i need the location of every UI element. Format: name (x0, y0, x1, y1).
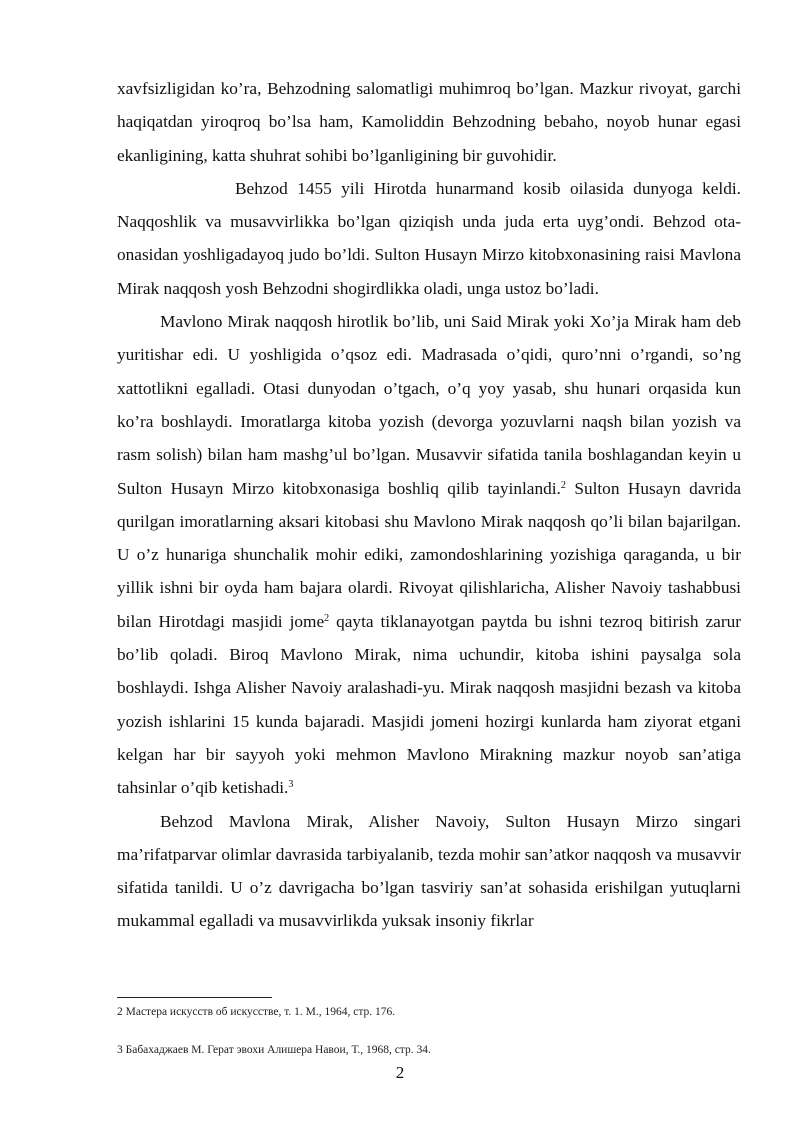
paragraph-1: xavfsizligidan ko’ra, Behzodning salomatligi muhimroq bo’lgan. Mazkur rivoyat, garchi haqiqatdan yiroqroq bo’lsa ham, Kamoliddin Behzodning bebaho, noyob hunar egasi ekanligining, katta shuhrat sohibi bo’lganligining bir guvohidir. (117, 79, 741, 165)
paragraph-4: Behzod Mavlona Mirak, Alisher Navoiy, Sulton Husayn Mirzo singari ma’rifatparvar olimlar davrasida tarbiyalanib, tezda mohir san’atkor naqqosh va musavvir sifatida tanildi. U o’z davrigacha bo’lgan tasviriy san’at sohasida erishilgan yutuqlarni mukammal egalladi va musavvirlikda yuksak insoniy fikrlar (117, 811, 741, 931)
page-number: 2 (395, 1063, 405, 1082)
footnote-3: 3 Бабахаджаев М. Герат эвохи Алишера Навои, Т., 1968, стр. 34. (117, 1044, 431, 1056)
paragraph-3-part-a: Mavlono Mirak naqqosh hirotlik bo’lib, uni Said Mirak yoki Xo’ja Mirak ham deb yuritishar edi. U yoshligida o’qsoz edi. Madrasada o’qidi, quro’nni o’rgandi, so’ng xattotlikni egalladi. Otasi dunyodan o’tgach, o’q yoy yasab, shu hunari orqasida kun ko’ra boshlaydi. Imoratlarga kitoba yozish (devorga yozuvlarni naqsh bilan yozish va rasm solish) bilan ham mashg’ul bo’lgan. Musavvir sifatida tanila boshlagandan keyin u Sulton Husayn Mirzo kitobxonasiga boshliq qilib tayinlandi. (117, 312, 741, 498)
footnote-separator (117, 997, 272, 998)
paragraph-3-part-b: Sulton Husayn davrida qurilgan imoratlarning aksari kitobasi shu Mavlono Mirak naqqosh qo’li bilan bajarilgan. U o’z hunariga shunchalik mohir ediki, zamondoshlarining yozishiga qaraganda, u bir yillik ishni bir oyda ham bajara olardi. Rivoyat qilishlaricha, Alisher Navoiy tashabbusi bilan Hirotdagi masjidi jome (117, 478, 741, 631)
paragraph-3-part-c: qayta tiklanayotgan paytda bu ishni tezroq bitirish zarur bo’lib qoladi. Biroq Mavlono Mirak, nima uchundir, kitoba ishini paysalga sola boshlaydi. Ishga Alisher Navoiy aralashadi-yu. Mirak naqqosh masjidni bezash va kitoba yozish ishlarini 15 kunda bajaradi. Masjidi jomeni hozirgi kunlarda ham ziyorat etgani kelgan har bir sayyoh yoki mehmon Mavlono Mirakning mazkur noyob san’atiga tahsinlar o’qib ketishadi. (117, 611, 741, 798)
paragraph-2: Behzod 1455 yili Hirotda hunarmand kosib oilasida dunyoga keldi. Naqqoshlik va musavvirlikka bo’lgan qiziqish unda juda erta uyg’ondi. Behzod ota-onasidan yoshligadayoq judo bo’ldi. Sulton Husayn Mirzo kitobxonasining raisi Mavlona Mirak naqqosh yosh Behzodni shogirdlikka oladi, unga ustoz bo’ladi. (117, 178, 741, 298)
footnote-ref-3: 3 (288, 779, 294, 791)
footnote-ref-2b: 2 (324, 612, 330, 624)
footnote-ref-2: 2 (560, 479, 566, 491)
paragraph-3 (117, 305, 741, 804)
page-body (117, 72, 741, 938)
footnote-2: 2 Мастера искусств об искусстве, т. 1. М., 1964, стр. 176. (117, 1006, 396, 1018)
